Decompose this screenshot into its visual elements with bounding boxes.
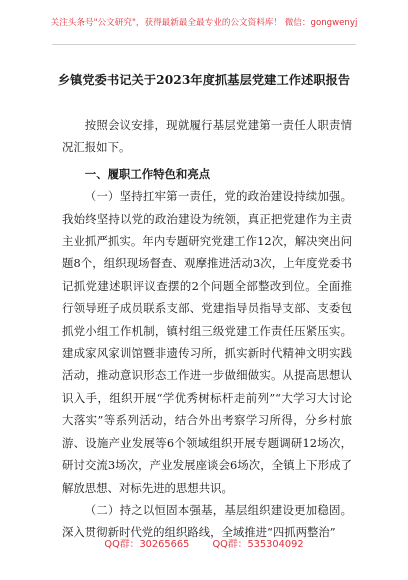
intro-paragraph: 按照会议安排，现就履行基层党建第一责任人职责情况汇报如下。 — [62, 118, 352, 155]
document-body — [62, 114, 352, 544]
qq-group-1: QQ群：30265665 — [104, 539, 190, 550]
body-paragraph: （二）持之以恒固本强基，基层组织建设更加稳固。深入贯彻新时代党的组织路线，全域推进“四抓两整治” — [62, 502, 352, 540]
body-paragraph: （一）坚持扛牢第一责任，党的政治建设持续加强。我始终坚持以党的政治建设为统领，真正把党建作为主责主业抓严抓实。年内专题研究党建工作12次，解决突出问题8个，组织现场督查、观摩推进活动3次，上年度党委书记抓党建述职评议查摆的2个问题全部整改到位。全面推行领导班子成员联系支部、党建指导员指导支部、支委包抓党小组工作机制，镇村组三级党建工作责任压紧压实。建成家风家训馆暨非遗传习所，抓实新时代精神文明实践活动，推动意识形态工作进一步做细做实。从提高思想认识入手，组织开展“学优秀树标杆走前列”“大学习大讨论大落实”等系列活动，结合外出考察学习所得，分乡村旅游、设施产业发展等6个领域组织开展专题调研12场次，研讨交流3场次，产业发展座谈会6场次，全镇上下形成了解放思想、对标先进的思想共识。 — [62, 189, 352, 495]
header-divider — [52, 44, 356, 45]
header-notice: 关注头条号"公文研究"，获得最新最全最专业的公文资料库！ 微信：gongwenyj — [50, 18, 358, 28]
document-title: 乡镇党委书记关于2023年度抓基层党建工作述职报告 — [57, 73, 351, 87]
section-heading: 一、履职工作特色和亮点 — [84, 166, 211, 181]
footer-qq-groups — [0, 536, 408, 550]
qq-group-2: QQ群：535304092 — [212, 539, 304, 550]
